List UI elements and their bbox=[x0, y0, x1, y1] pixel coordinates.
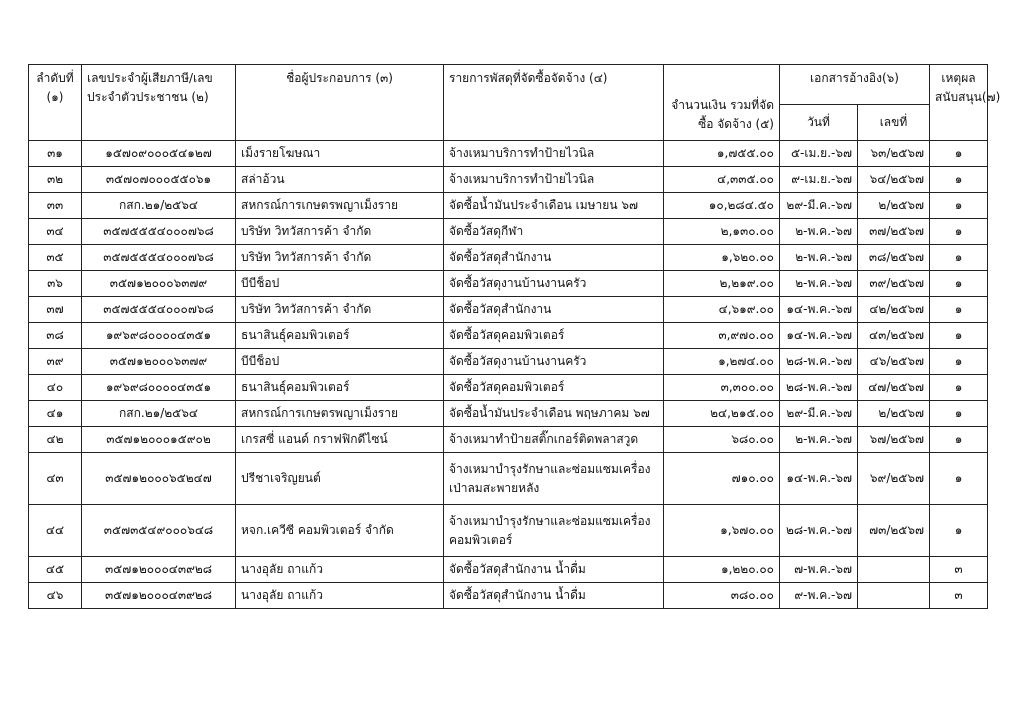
cell-vendor: บริษัท วิทวัสการค้า จำกัด bbox=[236, 297, 444, 323]
table-row bbox=[29, 271, 988, 297]
cell-no: ๓๙ bbox=[29, 349, 82, 375]
cell-vendor: หจก.เควีซี คอมพิวเตอร์ จำกัด bbox=[236, 505, 444, 557]
cell-date: ๒-พ.ค.-๖๗ bbox=[780, 427, 858, 453]
cell-reason: ๑ bbox=[930, 141, 988, 167]
cell-refno: ๔๖/๒๕๖๗ bbox=[858, 349, 930, 375]
cell-reason: ๑ bbox=[930, 219, 988, 245]
cell-vendor: ธนาสินธุ์คอมพิวเตอร์ bbox=[236, 375, 444, 401]
cell-amount: ๓๘๐.๐๐ bbox=[664, 583, 780, 609]
cell-item: จัดซื้อน้ำมันประจำเดือน เมษายน ๖๗ bbox=[444, 193, 664, 219]
cell-date: ๑๔-พ.ค.-๖๗ bbox=[780, 453, 858, 505]
table-row bbox=[29, 219, 988, 245]
header-no: ลำดับที่ (๑) bbox=[29, 65, 82, 141]
cell-item: จัดซื้อวัสดุคอมพิวเตอร์ bbox=[444, 375, 664, 401]
cell-date: ๕-เม.ย.-๖๗ bbox=[780, 141, 858, 167]
cell-date: ๙-พ.ค.-๖๗ bbox=[780, 583, 858, 609]
cell-amount: ๑,๒๒๐.๐๐ bbox=[664, 557, 780, 583]
cell-amount: ๑๐,๒๘๔.๕๐ bbox=[664, 193, 780, 219]
table-row bbox=[29, 193, 988, 219]
header-reference: เอกสารอ้างอิง(๖) bbox=[780, 65, 930, 105]
cell-date: ๙-เม.ย.-๖๗ bbox=[780, 167, 858, 193]
table-row bbox=[29, 323, 988, 349]
cell-item: จ้างเหมาบำรุงรักษาและซ่อมแซมเครื่องเป่าลมสะพายหลัง bbox=[444, 453, 664, 505]
cell-reason: ๑ bbox=[930, 193, 988, 219]
cell-vendor: สล่าอ้วน bbox=[236, 167, 444, 193]
cell-refno: ๓๗/๒๕๖๗ bbox=[858, 219, 930, 245]
cell-amount: ๒๔,๒๑๕.๐๐ bbox=[664, 401, 780, 427]
cell-taxid: ๓๕๗๑๒๐๐๐๖๓๗๙ bbox=[82, 349, 236, 375]
cell-taxid: ๑๕๗๐๙๐๐๐๕๔๑๒๗ bbox=[82, 141, 236, 167]
cell-no: ๓๖ bbox=[29, 271, 82, 297]
table-row bbox=[29, 401, 988, 427]
cell-no: ๓๔ bbox=[29, 219, 82, 245]
cell-taxid: ๓๕๗๑๒๐๐๐๑๕๙๐๒ bbox=[82, 427, 236, 453]
cell-refno: ๒/๒๕๖๗ bbox=[858, 193, 930, 219]
cell-taxid: กสก.๒๑/๒๕๖๔ bbox=[82, 401, 236, 427]
table-body bbox=[29, 141, 988, 609]
cell-item: จ้างเหมาทำป้ายสติ๊กเกอร์ติดพลาสวูด bbox=[444, 427, 664, 453]
cell-vendor: บีบีช็อป bbox=[236, 349, 444, 375]
cell-no: ๓๒ bbox=[29, 167, 82, 193]
cell-item: จัดซื้อน้ำมันประจำเดือน พฤษภาคม ๖๗ bbox=[444, 401, 664, 427]
cell-taxid: ๑๙๖๙๘๐๐๐๐๔๓๕๑ bbox=[82, 375, 236, 401]
header-vendor: ชื่อผู้ประกอบการ (๓) bbox=[236, 65, 444, 141]
cell-amount: ๓,๙๗๐.๐๐ bbox=[664, 323, 780, 349]
cell-no: ๔๐ bbox=[29, 375, 82, 401]
cell-no: ๓๘ bbox=[29, 323, 82, 349]
table-row bbox=[29, 427, 988, 453]
cell-vendor: สหกรณ์การเกษตรพญาเม็งราย bbox=[236, 193, 444, 219]
cell-refno: ๖๔/๒๕๖๗ bbox=[858, 167, 930, 193]
cell-date: ๑๔-พ.ค.-๖๗ bbox=[780, 297, 858, 323]
cell-taxid: ๓๕๗๑๒๐๐๐๖๕๒๔๗ bbox=[82, 453, 236, 505]
header-reason: เหตุผล สนับสนุน(๗) bbox=[930, 65, 988, 141]
cell-taxid: ๑๙๖๙๘๐๐๐๐๔๓๕๑ bbox=[82, 323, 236, 349]
cell-taxid: ๓๕๗๑๒๐๐๐๔๓๙๒๘ bbox=[82, 583, 236, 609]
cell-reason: ๑ bbox=[930, 271, 988, 297]
cell-refno: ๒/๒๕๖๗ bbox=[858, 401, 930, 427]
cell-reason: ๓ bbox=[930, 557, 988, 583]
table-row bbox=[29, 167, 988, 193]
cell-no: ๔๖ bbox=[29, 583, 82, 609]
cell-reason: ๑ bbox=[930, 401, 988, 427]
cell-no: ๔๕ bbox=[29, 557, 82, 583]
cell-no: ๔๑ bbox=[29, 401, 82, 427]
cell-refno bbox=[858, 557, 930, 583]
table-row bbox=[29, 349, 988, 375]
cell-reason: ๑ bbox=[930, 349, 988, 375]
cell-vendor: บริษัท วิทวัสการค้า จำกัด bbox=[236, 219, 444, 245]
cell-date: ๑๔-พ.ค.-๖๗ bbox=[780, 323, 858, 349]
cell-taxid: ๓๕๗๐๗๐๐๐๕๕๐๖๑ bbox=[82, 167, 236, 193]
cell-vendor: บีบีช็อป bbox=[236, 271, 444, 297]
cell-item: จัดซื้อวัสดุสำนักงาน น้ำดื่ม bbox=[444, 557, 664, 583]
procurement-table bbox=[28, 64, 1001, 609]
cell-vendor: ปรีชาเจริญยนต์ bbox=[236, 453, 444, 505]
cell-no: ๓๓ bbox=[29, 193, 82, 219]
cell-vendor: เม็งรายโฆษณา bbox=[236, 141, 444, 167]
header-date: วันที่ bbox=[780, 105, 858, 141]
cell-no: ๔๓ bbox=[29, 453, 82, 505]
cell-refno: ๓๙/๒๕๖๗ bbox=[858, 271, 930, 297]
cell-reason: ๑ bbox=[930, 505, 988, 557]
cell-date: ๒๙-มี.ค.-๖๗ bbox=[780, 401, 858, 427]
cell-item: จัดซื้อวัสดุงานบ้านงานครัว bbox=[444, 349, 664, 375]
cell-reason: ๑ bbox=[930, 245, 988, 271]
cell-item: จัดซื้อวัสดุกีฬา bbox=[444, 219, 664, 245]
table-row bbox=[29, 583, 988, 609]
cell-item: จ้างเหมาบำรุงรักษาและซ่อมแซมเครื่องคอมพิวเตอร์ bbox=[444, 505, 664, 557]
cell-date: ๒-พ.ค.-๖๗ bbox=[780, 245, 858, 271]
cell-reason: ๑ bbox=[930, 427, 988, 453]
header-amount: จำนวนเงิน รวมที่จัดซื้อ จัดจ้าง (๕) bbox=[664, 65, 780, 141]
cell-vendor: ธนาสินธุ์คอมพิวเตอร์ bbox=[236, 323, 444, 349]
cell-amount: ๔,๓๓๕.๐๐ bbox=[664, 167, 780, 193]
cell-no: ๔๒ bbox=[29, 427, 82, 453]
cell-vendor: บริษัท วิทวัสการค้า จำกัด bbox=[236, 245, 444, 271]
cell-amount: ๑,๖๒๐.๐๐ bbox=[664, 245, 780, 271]
cell-reason: ๑ bbox=[930, 297, 988, 323]
cell-date: ๒-พ.ค.-๖๗ bbox=[780, 219, 858, 245]
cell-date: ๗-พ.ค.-๖๗ bbox=[780, 557, 858, 583]
cell-refno: ๖๗/๒๕๖๗ bbox=[858, 427, 930, 453]
cell-taxid: ๓๕๗๕๕๕๔๐๐๐๗๖๘ bbox=[82, 245, 236, 271]
cell-no: ๓๕ bbox=[29, 245, 82, 271]
cell-reason: ๑ bbox=[930, 453, 988, 505]
cell-no: ๓๑ bbox=[29, 141, 82, 167]
cell-taxid: ๓๕๗๑๒๐๐๐๔๓๙๒๘ bbox=[82, 557, 236, 583]
cell-refno: ๔๗/๒๕๖๗ bbox=[858, 375, 930, 401]
table-row bbox=[29, 245, 988, 271]
table-row bbox=[29, 557, 988, 583]
cell-amount: ๒,๒๑๙.๐๐ bbox=[664, 271, 780, 297]
header-refno: เลขที่ bbox=[858, 105, 930, 141]
cell-refno: ๖๙/๒๕๖๗ bbox=[858, 453, 930, 505]
cell-reason: ๑ bbox=[930, 375, 988, 401]
cell-no: ๓๗ bbox=[29, 297, 82, 323]
cell-date: ๒๘-พ.ค.-๖๗ bbox=[780, 375, 858, 401]
cell-amount: ๖๘๐.๐๐ bbox=[664, 427, 780, 453]
cell-item: จัดซื้อวัสดุงานบ้านงานครัว bbox=[444, 271, 664, 297]
cell-refno bbox=[858, 583, 930, 609]
cell-date: ๒๘-พ.ค.-๖๗ bbox=[780, 349, 858, 375]
cell-item: จัดซื้อวัสดุสำนักงาน bbox=[444, 297, 664, 323]
cell-vendor: นางอุลัย ถาแก้ว bbox=[236, 557, 444, 583]
cell-reason: ๓ bbox=[930, 583, 988, 609]
cell-taxid: ๓๕๗๑๒๐๐๐๖๓๗๙ bbox=[82, 271, 236, 297]
cell-item: จ้างเหมาบริการทำป้ายไวนิล bbox=[444, 167, 664, 193]
cell-item: จัดซื้อวัสดุสำนักงาน bbox=[444, 245, 664, 271]
header-taxid: เลขประจำผู้เสียภาษี/เลขประจำตัวประชาชน (๒) bbox=[82, 65, 236, 141]
cell-refno: ๓๘/๒๕๖๗ bbox=[858, 245, 930, 271]
cell-refno: ๗๓/๒๕๖๗ bbox=[858, 505, 930, 557]
cell-taxid: ๓๕๗๕๕๕๔๐๐๐๗๖๘ bbox=[82, 297, 236, 323]
cell-date: ๒๘-พ.ค.-๖๗ bbox=[780, 505, 858, 557]
cell-item: จ้างเหมาบริการทำป้ายไวนิล bbox=[444, 141, 664, 167]
header-item: รายการพัสดุที่จัดซื้อจัดจ้าง (๔) bbox=[444, 65, 664, 141]
cell-taxid: ๓๕๗๕๕๕๔๐๐๐๗๖๘ bbox=[82, 219, 236, 245]
cell-date: ๒๙-มี.ค.-๖๗ bbox=[780, 193, 858, 219]
cell-taxid: กสก.๒๑/๒๕๖๔ bbox=[82, 193, 236, 219]
cell-item: จัดซื้อวัสดุสำนักงาน น้ำดื่ม bbox=[444, 583, 664, 609]
cell-vendor: สหกรณ์การเกษตรพญาเม็งราย bbox=[236, 401, 444, 427]
cell-reason: ๑ bbox=[930, 167, 988, 193]
cell-amount: ๒,๑๓๐.๐๐ bbox=[664, 219, 780, 245]
table-row bbox=[29, 453, 988, 505]
cell-amount: ๓,๓๐๐.๐๐ bbox=[664, 375, 780, 401]
table-row bbox=[29, 297, 988, 323]
cell-amount: ๑,๖๗๐.๐๐ bbox=[664, 505, 780, 557]
cell-refno: ๖๓/๒๕๖๗ bbox=[858, 141, 930, 167]
cell-refno: ๔๓/๒๕๖๗ bbox=[858, 323, 930, 349]
table-row bbox=[29, 505, 988, 557]
table-row bbox=[29, 141, 988, 167]
cell-date: ๒-พ.ค.-๖๗ bbox=[780, 271, 858, 297]
cell-item: จัดซื้อวัสดุคอมพิวเตอร์ bbox=[444, 323, 664, 349]
cell-vendor: เกรสซี่ แอนด์ กราฟฟิกดีไซน์ bbox=[236, 427, 444, 453]
cell-amount: ๗๑๐.๐๐ bbox=[664, 453, 780, 505]
cell-reason: ๑ bbox=[930, 323, 988, 349]
cell-amount: ๔,๖๑๙.๐๐ bbox=[664, 297, 780, 323]
cell-vendor: นางอุลัย ถาแก้ว bbox=[236, 583, 444, 609]
cell-no: ๔๔ bbox=[29, 505, 82, 557]
cell-taxid: ๓๕๗๓๕๔๙๐๐๐๖๔๘ bbox=[82, 505, 236, 557]
cell-amount: ๑,๗๕๕.๐๐ bbox=[664, 141, 780, 167]
cell-refno: ๔๒/๒๕๖๗ bbox=[858, 297, 930, 323]
cell-amount: ๑,๒๗๔.๐๐ bbox=[664, 349, 780, 375]
table-row bbox=[29, 375, 988, 401]
